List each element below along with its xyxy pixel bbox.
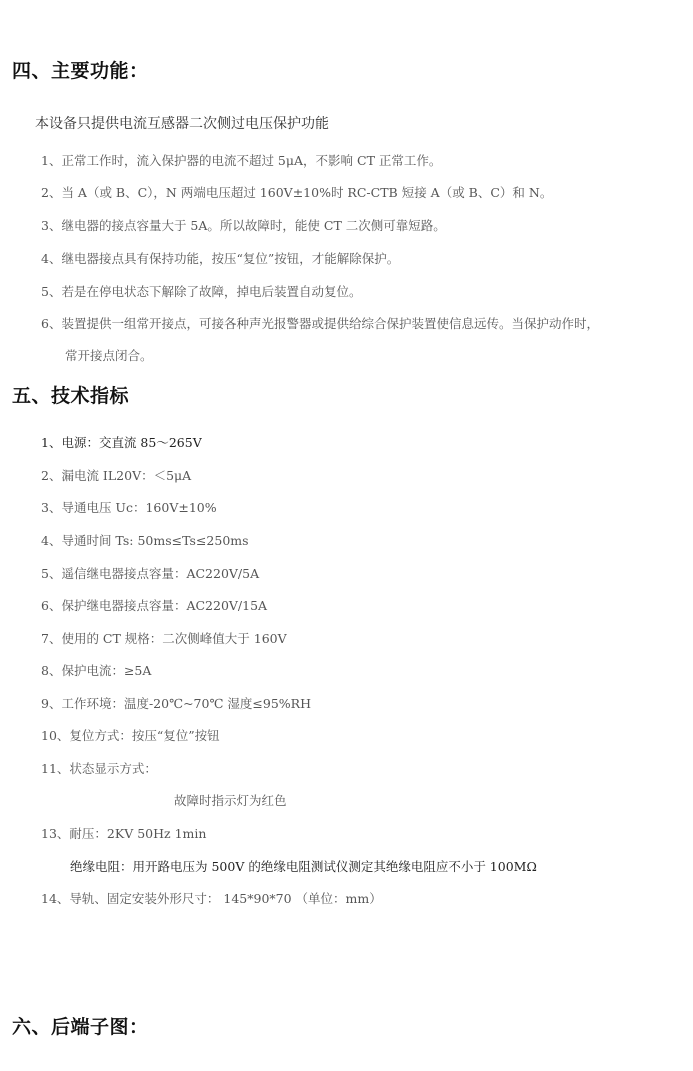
- spec-item-5: 5、遥信继电器接点容量：AC220V/5A: [41, 566, 260, 581]
- spec-item-11-detail: 故障时指示灯为红色: [174, 793, 287, 808]
- function-item-5: 5、若是在停电状态下解除了故障，掉电后装置自动复位。: [41, 284, 362, 299]
- spec-item-9: 9、工作环境：温度-20℃~70℃ 湿度≤95%RH: [41, 696, 311, 711]
- section-5-heading: 五、技术指标: [12, 385, 130, 407]
- spec-item-13: 13、耐压：2KV 50Hz 1min: [41, 826, 207, 841]
- spec-item-3: 3、导通电压 Uc：160V±10%: [41, 500, 217, 515]
- function-item-6: 6、装置提供一组常开接点，可接各种声光报警器或提供给综合保护装置使信息远传。当保护动作时，: [41, 316, 599, 331]
- function-item-1: 1、正常工作时，流入保护器的电流不超过 5μA，不影响 CT 正常工作。: [41, 153, 442, 168]
- section-4-intro: 本设备只提供电流互感器二次侧过电压保护功能: [35, 116, 329, 132]
- spec-item-7: 7、使用的 CT 规格：二次侧峰值大于 160V: [41, 631, 287, 646]
- spec-item-4: 4、导通时间 Ts: 50ms≤Ts≤250ms: [41, 533, 249, 548]
- spec-insulation: 绝缘电阻：用开路电压为 500V 的绝缘电阻测试仪测定其绝缘电阻应不小于 100MΩ: [70, 859, 537, 874]
- function-item-3: 3、继电器的接点容量大于 5A。所以故障时，能使 CT 二次侧可靠短路。: [41, 218, 446, 233]
- section-4-heading: 四、主要功能：: [12, 60, 149, 82]
- function-item-2: 2、当 A（或 B、C），N 两端电压超过 160V±10%时 RC-CTB 短接 A（或 B、C）和 N。: [41, 185, 553, 200]
- spec-item-2: 2、漏电流 IL20V：＜5μA: [41, 468, 192, 483]
- spec-item-14: 14、导轨、固定安装外形尺寸： 145*90*70 （单位：mm）: [41, 891, 382, 906]
- function-item-6-continuation: 常开接点闭合。: [65, 348, 153, 363]
- function-item-4: 4、继电器接点具有保持功能，按压“复位”按钮，才能解除保护。: [41, 251, 400, 266]
- spec-item-8: 8、保护电流：≥5A: [41, 663, 152, 678]
- section-6-heading: 六、后端子图：: [12, 1016, 149, 1038]
- spec-item-6: 6、保护继电器接点容量：AC220V/15A: [41, 598, 268, 613]
- spec-item-11: 11、状态显示方式：: [41, 761, 157, 776]
- spec-item-1: 1、电源：交直流 85～265V: [41, 435, 202, 450]
- spec-item-10: 10、复位方式：按压“复位”按钮: [41, 728, 220, 743]
